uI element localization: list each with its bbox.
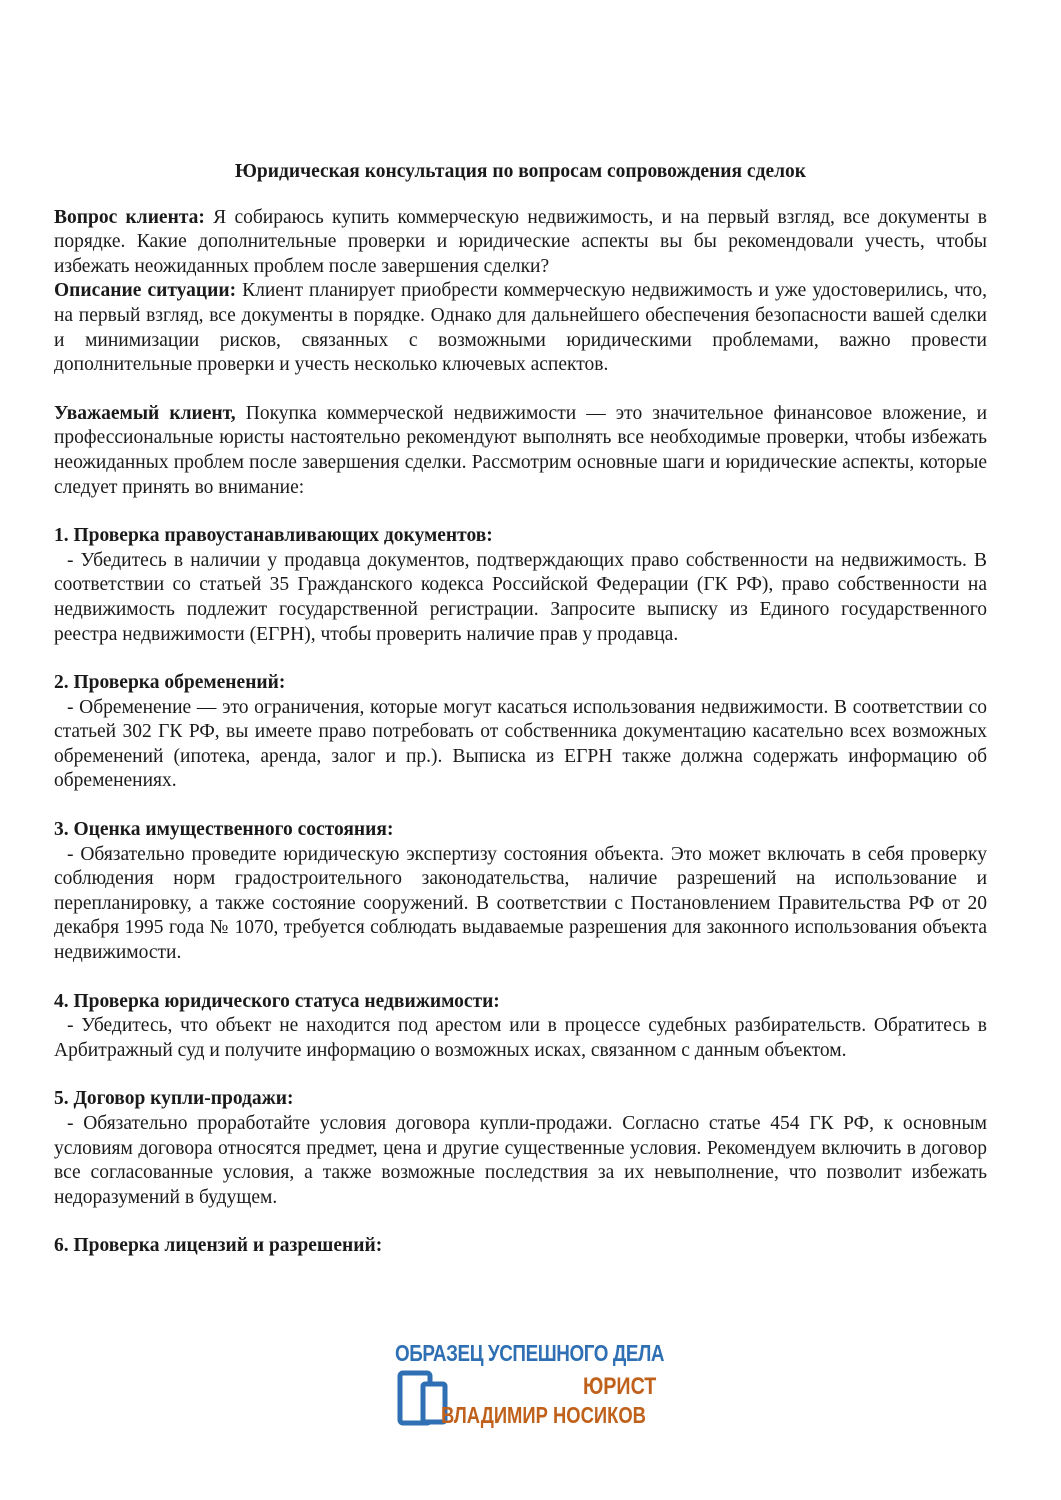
situation-description <box>54 279 987 377</box>
section-text-3: - Обязательно проведите юридическую экспертизу состояния объекта. Это может включать в себя проверку соблюдения норм градостроительного законодательства, наличие разрешений на использование и перепланировку, а также состояние сооружений. В соответствии с Постановлением Правительства РФ от 20 декабря 1995 года № 1070, требуется соблюдать выдаваемые разрешения для законного использования объекта недвижимости. <box>54 843 987 964</box>
section-heading-3: 3. Оценка имущественного состояния: <box>54 819 394 841</box>
section-heading-4: 4. Проверка юридического статуса недвижимости: <box>54 990 500 1012</box>
section-heading-2: 2. Проверка обременений: <box>54 672 286 694</box>
client-question-text: Я собираюсь купить коммерческую недвижимость, и на первый взгляд, все документы в порядке. Какие дополнительные проверки и юридические аспекты вы бы рекомендовали учесть, чтобы избежать неожиданных проблем после завершения сделки? <box>54 206 987 277</box>
spacer <box>54 500 987 524</box>
logo-top-line: ОБРАЗЕЦ УСПЕШНОГО ДЕЛА <box>395 1340 665 1366</box>
spacer <box>54 1210 987 1234</box>
document-page <box>54 160 987 1259</box>
section-text-2: - Обременение — это ограничения, которые могут касаться использования недвижимости. В соответствии со статьей 302 ГК РФ, вы имеете право потребовать от собственника документацию касательно всех возможных обременений (ипотека, аренда, залог и пр.). Выписка из ЕГРН также должна содержать информацию об обременениях. <box>54 696 987 792</box>
section-text-1: - Убедитесь в наличии у продавца документов, подтверждающих право собственности на недвижимость. В соответствии со статьей 35 Гражданского кодекса Российской Федерации (ГК РФ), право собственности на недвижимость подлежит государственной регистрации. Запросите выписку из Единого государственного реестра недвижимости (ЕГРН), чтобы проверить наличие прав у продавца. <box>54 549 987 645</box>
document-title: Юридическая консультация по вопросам сопровождения сделок <box>234 161 807 182</box>
greeting-label: Уважаемый клиент, <box>54 402 236 424</box>
client-question <box>54 206 987 280</box>
section-heading-1: 1. Проверка правоустанавливающих документов: <box>54 525 493 547</box>
greeting-text: Покупка коммерческой недвижимости — это значительное финансовое вложение, и профессиональные юристы настоятельно рекомендуют выполнять все необходимые проверки, чтобы избежать неожиданных проблем после завершения сделки. Рассмотрим основные шаги и юридические аспекты, которые следует принять во внимание: <box>54 402 987 498</box>
situation-text: Клиент планирует приобрести коммерческую недвижимость и уже удостоверились, что, на первый взгляд, все документы в порядке. Однако для дальнейшего обеспечения безопасности вашей сделки и минимизации рисков, связанных с возможными юридическими проблемами, важно провести дополнительные проверки и учесть несколько ключевых аспектов. <box>54 280 987 376</box>
spacer <box>54 1063 987 1087</box>
spacer <box>54 647 987 671</box>
spacer <box>54 378 987 402</box>
situation-label: Описание ситуации: <box>54 280 237 302</box>
logo-role: ЮРИСТ <box>583 1373 657 1400</box>
spacer <box>54 794 987 818</box>
logo-watermark <box>395 1340 675 1430</box>
logo-name: ВЛАДИМИР НОСИКОВ <box>441 1402 646 1428</box>
client-question-label: Вопрос клиента: <box>54 206 205 228</box>
section-heading-5: 5. Договор купли-продажи: <box>54 1088 294 1110</box>
section-text-4: - Убедитесь, что объект не находится под арестом или в процессе судебных разбирательств. Обратитесь в Арбитражный суд и получите информацию о возможных исках, связанном с данным объектом. <box>54 1015 987 1061</box>
greeting-paragraph <box>54 402 987 500</box>
spacer <box>54 966 987 990</box>
section-heading-6: 6. Проверка лицензий и разрешений: <box>54 1235 383 1257</box>
section-text-5: - Обязательно проработайте условия договора купли-продажи. Согласно статье 454 ГК РФ, к основным условиям договора относятся предмет, цена и другие существенные условия. Рекомендуем включить в договор все согласованные условия, а также возможные последствия за их невыполнение, что позволит избежать недоразумений в будущем. <box>54 1113 987 1208</box>
